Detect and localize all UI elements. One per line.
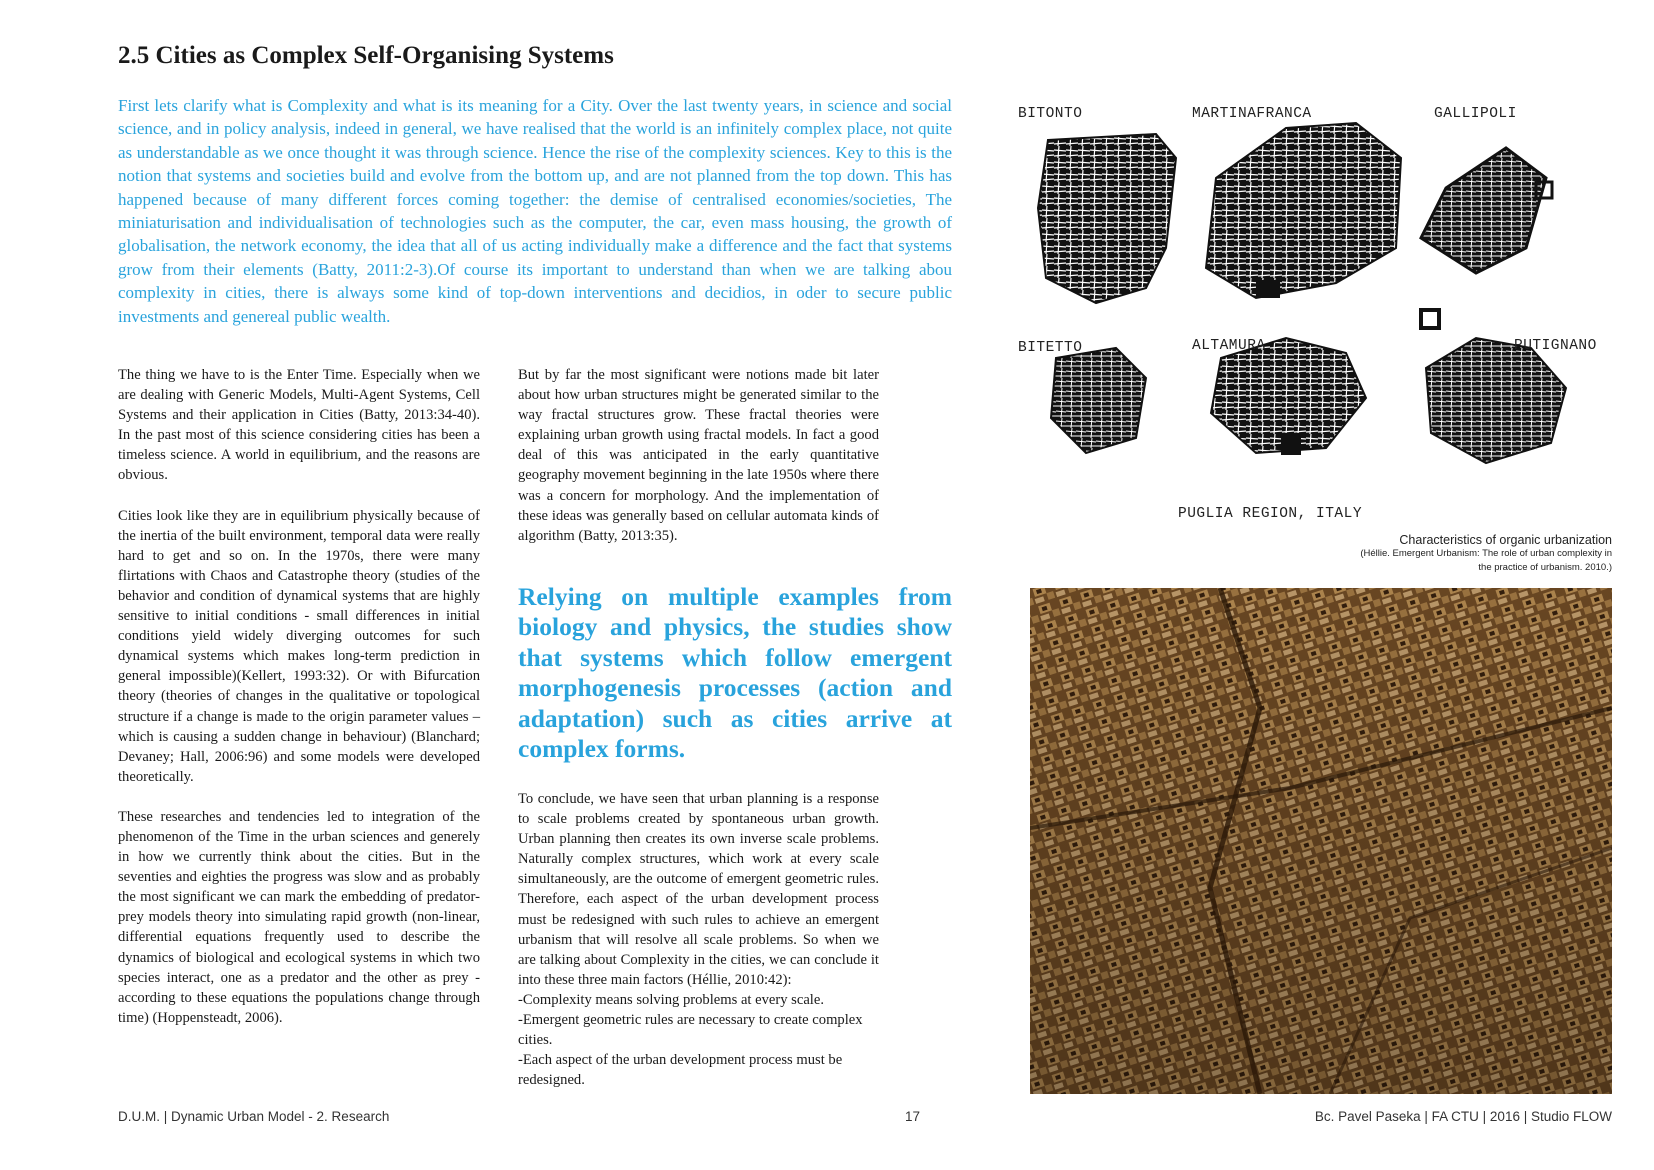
city-plans-drawing [1006,98,1612,530]
conclusion-paragraph: To conclude, we have seen that urban planning is a response to scale problems created by spontaneous urban growth. Urban planning then creates its own inverse scale problems. Naturally complex structures, which work at every scale simultaneously, are the outcome of emergent geometric rules. Therefore, each aspect of the urban development process must be redesigned with such rules to achieve an emergent urbanism that will resolve all scale problems. So when we are talking about Complexity in the cities, we can conclude it into these three main factors (Héllie, 2010:42): [518,791,879,988]
map-putignano [1426,338,1566,463]
footer-title: D.U.M. | Dynamic Urban Model - 2. Research [118,1109,390,1124]
map-label: ALTAMURA [1192,338,1266,354]
conclusion-block [518,789,879,1090]
body-paragraph: These researches and tendencies led to integration of the phenomenon of the Time in the urban sciences and generely in how we currently think about the cities. But in the seventies and eighties the progress was slow and as probably the most significant we can mark the embedding of predator-prey models theory into simulating rapid growth (non-linear, differential equations frequently used to describe the dynamics of biological and ecological systems in which two species interact, one as a predator and the other as prey - according to these equations the populations change through time) (Hoppensteadt, 2006). [118,808,480,1026]
pull-quote: Relying on multiple examples from biology and physics, the studies show that systems which follow emergent morphogenesis processes (action and adaptation) such as cities arrive at complex forms. [518,582,952,764]
aerial-city-photo [1030,588,1612,1094]
body-paragraph: But by far the most significant were notions made bit later about how urban structures might be generated similar to the way fractal structures grow. These fractal theories were explaining urban growth using fractal models. In fact a good deal of this was anticipated in the early quantitative geography movement beginning in the late 1950s where there was a concern for morphology. And the implementation of these ideas was generally based on cellular automata kinds of algorithm (Batty, 2013:35). [518,367,879,544]
caption-source: (Héllie. Emergent Urbanism: The role of urban complexity in the practice of urbanism. 2010.) [1360,548,1612,573]
map-gallipoli [1421,148,1546,273]
map-label: BITONTO [1018,106,1083,122]
body-paragraph: Cities look like they are in equilibrium physically because of the inertia of the built environment, temporal data were really hard to get and so on. In the 1970s, there were many flirtations with Chaos and Catastrophe theory (studies of the behavior and condition of dynamical systems that are highly sensitive to initial conditions - small differences in initial conditions yield widely diverging outcomes for such dynamical systems which makes long-term prediction in general impossible)(Kellert, 1993:32). Or with Bifurcation theory (theories of changes in the qualitative or topological structure if a change is made to the origin parameter values – which is causing a sudden change in behaviour) (Blanchard; Devaney; Hall, 2006:96) and some models were developed theoretically. [118,507,480,785]
page-number: 17 [905,1109,921,1124]
body-paragraph: The thing we have to is the Enter Time. Especially when we are dealing with Generic Models, Multi-Agent Systems, Cell Systems and their application in Cities (Batty, 2013:34-40). In the past most of this science considering cities has been a timeless science. A world in equilibrium, and the reasons are obvious. [118,367,480,484]
map-label: PUTIGNANO [1514,338,1597,354]
city-maps-figure [1006,98,1612,530]
conclusion-item: -Emergent geometric rules are necessary to create complex cities. [518,1012,863,1049]
conclusion-item: -Complexity means solving problems at every scale. [518,991,824,1008]
map-label: MARTINAFRANCA [1192,106,1312,122]
footer-author: Bc. Pavel Paseka | FA CTU | 2016 | Studio FLOW [1314,1109,1612,1124]
map-martinafranca [1206,123,1401,298]
map-label: GALLIPOLI [1434,106,1517,122]
map-bitonto [1038,134,1176,303]
map-label: PUGLIA REGION, ITALY [1178,506,1363,522]
right-text-column [518,365,879,546]
map-bitetto [1051,348,1146,453]
caption-title: Characteristics of organic urbanization [1399,533,1612,547]
map-label: BITETTO [1018,340,1083,356]
section-heading: 2.5 Cities as Complex Self-Organising Systems [118,42,614,69]
figure-caption [1352,533,1612,575]
intro-paragraph: First lets clarify what is Complexity and what is its meaning for a City. Over the last twenty years, in science and social science, and in policy analysis, indeed in general, we have realised that the world is an infinitely complex place, not quite as understandable as we once thought it was through science. Hence the rise of the complexity sciences. Key to this is the notion that systems and societies build and evolve from the bottom up, and are not planned from the top down. This has happened because of many different forces coming together: the demise of centralised economies/societies, The miniaturisation and individualisation of technologies such as the computer, the car, even mass housing, the growth of globalisation, the network economy, the idea that all of us acting individually make a difference and the fact that systems grow from their elements (Batty, 2011:2-3).Of course its important to understand than when we are talking abou complexity in cities, there is always some kind of top-down interventions and decidios, in oder to secure public investments and genereal public wealth. [118,96,952,326]
aerial-photo-drawing [1030,588,1612,1094]
left-text-column [118,365,480,1028]
conclusion-item: -Each aspect of the urban development process must be redesigned. [518,1052,843,1089]
